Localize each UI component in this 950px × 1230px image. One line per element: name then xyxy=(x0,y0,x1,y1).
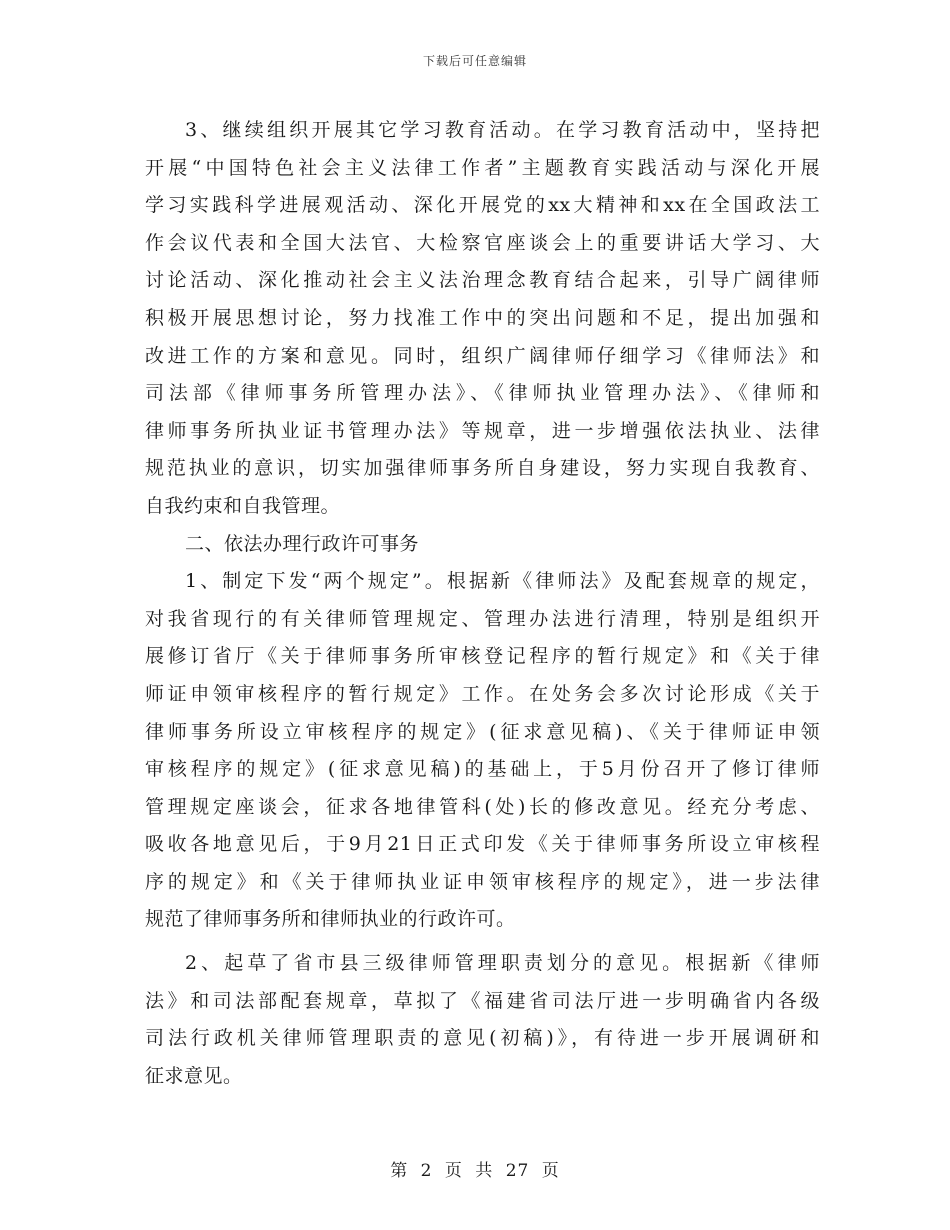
paragraph-line: 自我约束和自我管理。 xyxy=(145,494,341,517)
paragraph-line: 司法行政机关律师管理职责的意见(初稿)》，有待进一步开展调研和 xyxy=(145,1027,820,1050)
paragraph-line: 法》和司法部配套规章，草拟了《福建省司法厅进一步明确省内各级 xyxy=(145,989,820,1012)
paragraph-line: 改进工作的方案和意见。同时，组织广阔律师仔细学习《律师法》和 xyxy=(145,344,820,367)
paragraph-line: 征求意见。 xyxy=(145,1064,243,1087)
paragraph-line: 1、制定下发“两个规定”。根据新《律师法》及配套规章的规定， xyxy=(185,570,820,593)
paragraph-line: 讨论活动、深化推动社会主义法治理念教育结合起来，引导广阔律师 xyxy=(145,269,820,292)
paragraph-line: 序的规定》和《关于律师执业证申领审核程序的规定》，进一步法律 xyxy=(145,870,820,893)
paragraph-line: 展修订省厅《关于律师事务所审核登记程序的暂行规定》和《关于律 xyxy=(145,645,820,668)
paragraph-line: 开展“中国特色社会主义法律工作者”主题教育实践活动与深化开展 xyxy=(145,156,820,179)
paragraph-line: 3、继续组织开展其它学习教育活动。在学习教育活动中，坚持把 xyxy=(185,119,820,141)
paragraph-line: 对我省现行的有关律师管理规定、管理办法进行清理，特别是组织开 xyxy=(145,607,820,630)
paragraph-line: 管理规定座谈会，征求各地律管科(处)长的修改意见。经充分考虑、 xyxy=(145,795,820,818)
document-body xyxy=(145,112,820,1095)
paragraph-line: 2、起草了省市县三级律师管理职责划分的意见。根据新《律师 xyxy=(185,952,820,975)
page-header: 下载后可任意编辑 xyxy=(422,54,527,68)
paragraph-line: 审核程序的规定》(征求意见稿)的基础上，于5月份召开了修订律师 xyxy=(145,758,820,781)
section-heading: 二、依法办理行政许可事务 xyxy=(185,532,420,555)
paragraph-line: 司法部《律师事务所管理办法》、《律师执业管理办法》、《律师和 xyxy=(145,382,820,405)
paragraph-line: 律师事务所执业证书管理办法》等规章，进一步增强依法执业、法律 xyxy=(145,419,820,442)
paragraph-line: 作会议代表和全国大法官、大检察官座谈会上的重要讲话大学习、大 xyxy=(145,231,820,254)
paragraph-line: 律师事务所设立审核程序的规定》(征求意见稿)、《关于律师证申领 xyxy=(145,720,820,743)
page-footer: 第 2 页 共 27 页 xyxy=(390,1161,560,1181)
paragraph-line: 积极开展思想讨论，努力找准工作中的突出问题和不足，提出加强和 xyxy=(145,306,820,329)
paragraph-line: 规范了律师事务所和律师执业的行政许可。 xyxy=(145,908,516,931)
paragraph-line: 学习实践科学进展观活动、深化开展党的xx大精神和xx在全国政法工 xyxy=(145,194,820,217)
paragraph-line: 吸收各地意见后，于9月21日正式印发《关于律师事务所设立审核程 xyxy=(145,833,820,856)
paragraph-line: 规范执业的意识，切实加强律师事务所自身建设，努力实现自我教育、 xyxy=(145,457,820,480)
paragraph-line: 师证申领审核程序的暂行规定》工作。在处务会多次讨论形成《关于 xyxy=(145,682,820,705)
